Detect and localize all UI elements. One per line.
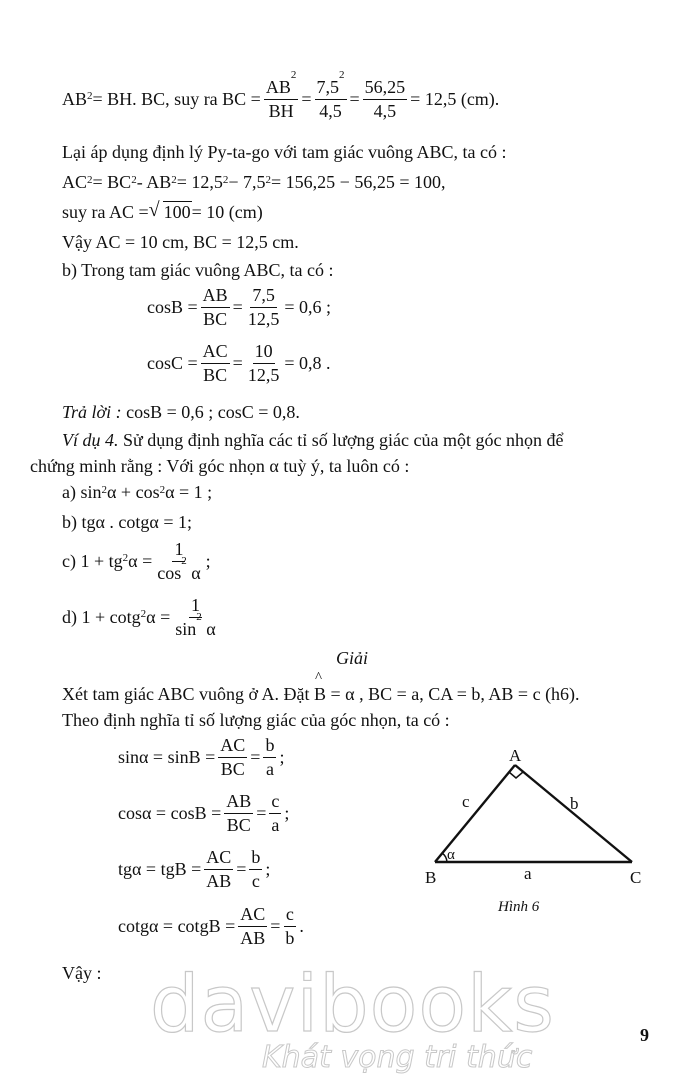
cosb-equation: cosB = $\frac{AB}{BC}$ = $\frac{7,5}{12,5}$ = 0,6 ; <box>147 285 331 329</box>
vertex-c-label: C <box>630 868 642 887</box>
fraction-5625-45: $\frac{56,25}{4,5}$ <box>364 77 406 121</box>
definition-line: Theo định nghĩa tỉ số lượng giác của góc nhọn, ta có : <box>62 710 450 730</box>
cosc-equation: cosC = $\frac{AC}{BC}$ = $\frac{10}{12,5}$ = 0,8 . <box>147 341 331 385</box>
side-ac <box>515 765 632 862</box>
vertex-a-label: A <box>509 746 522 765</box>
square-root: √ 100 <box>148 199 191 222</box>
side-c-label: c <box>462 792 470 811</box>
conclusion-line: Vậy AC = 10 cm, BC = 12,5 cm. <box>62 232 299 252</box>
tg-equation: tgα = tgB = $\frac{AC}{AB}$ = $\frac{b}{c}$ ; <box>118 847 271 891</box>
figure-6-triangle <box>420 745 650 920</box>
solution-heading: Giải <box>336 648 369 668</box>
setup-line: Xét tam giác ABC vuông ở A. Đặt ^ B = α , BC = a, CA = b, AB = c (h6). <box>62 670 580 704</box>
fraction-ab2-bh: $\frac{AB^2}{BH}$ <box>265 69 297 121</box>
side-a-label: a <box>524 864 532 883</box>
vay-line: Vậy : <box>62 963 102 983</box>
side-b-label: b <box>570 794 579 813</box>
right-angle-mark <box>509 772 523 778</box>
item-a: a) sin $^2$ α + cos $^2$ α = 1 ; <box>62 482 213 502</box>
example-4-line-1: Ví dụ 4. Sử dụng định nghĩa các tỉ số lượng giác của một góc nhọn để <box>62 430 564 450</box>
cotg-equation: cotgα = cotgB = $\frac{AC}{AB}$ = $\frac{c}{b}$ . <box>118 904 304 948</box>
ac2-equation: AC $^2$ = BC $^2$ - AB $^2$ = 12,5 $^2$ − 7,5 $^2$ = 156,25 − 56,25 = 100, <box>62 172 446 192</box>
part-b-line: b) Trong tam giác vuông ABC, ta có : <box>62 260 334 280</box>
item-b: b) tgα . cotgα = 1; <box>62 512 192 532</box>
sqrt-line: suy ra AC = √ 100 = 10 (cm) <box>62 199 263 222</box>
fraction-75-45: $\frac{7,5^2}{4,5}$ <box>316 69 345 121</box>
watermark-slogan: Khát vọng tri thức <box>262 1040 533 1075</box>
item-c: c) 1 + tg $^2$ α = $\frac{1}{\cos^2 \alpha}$ ; <box>62 539 211 583</box>
figure-caption: Hình 6 <box>498 899 540 915</box>
vertex-b-label: B <box>425 868 437 887</box>
answer-line: Trả lời : cosB = 0,6 ; cosC = 0,8. <box>62 402 300 422</box>
item-d: d) 1 + cotg $^2$ α = $\frac{1}{\sin^2 \alpha}$ <box>62 595 216 639</box>
example-4-line-2: chứng minh rằng : Với góc nhọn α tuỳ ý, ta luôn có : <box>30 456 410 476</box>
ab2-equation: AB $^2$ = BH. BC, suy ra BC = $\frac{AB^2}{BH}$ = $\frac{7,5^2}{4,5}$ = $\frac{56,25}{4,5}$ = 12,5 (cm). <box>62 69 500 121</box>
watermark-logo: davibooks <box>150 960 555 1050</box>
page-number: 9 <box>640 1025 649 1045</box>
alpha-label: α <box>447 847 455 863</box>
sin-equation: sinα = sinB = $\frac{AC}{BC}$ = $\frac{b}{a}$ ; <box>118 735 285 779</box>
cos-equation: cosα = cosB = $\frac{AB}{BC}$ = $\frac{c}{a}$ ; <box>118 791 290 835</box>
pythagoras-line: Lại áp dụng định lý Py-ta-go với tam giác vuông ABC, ta có : <box>62 142 507 162</box>
